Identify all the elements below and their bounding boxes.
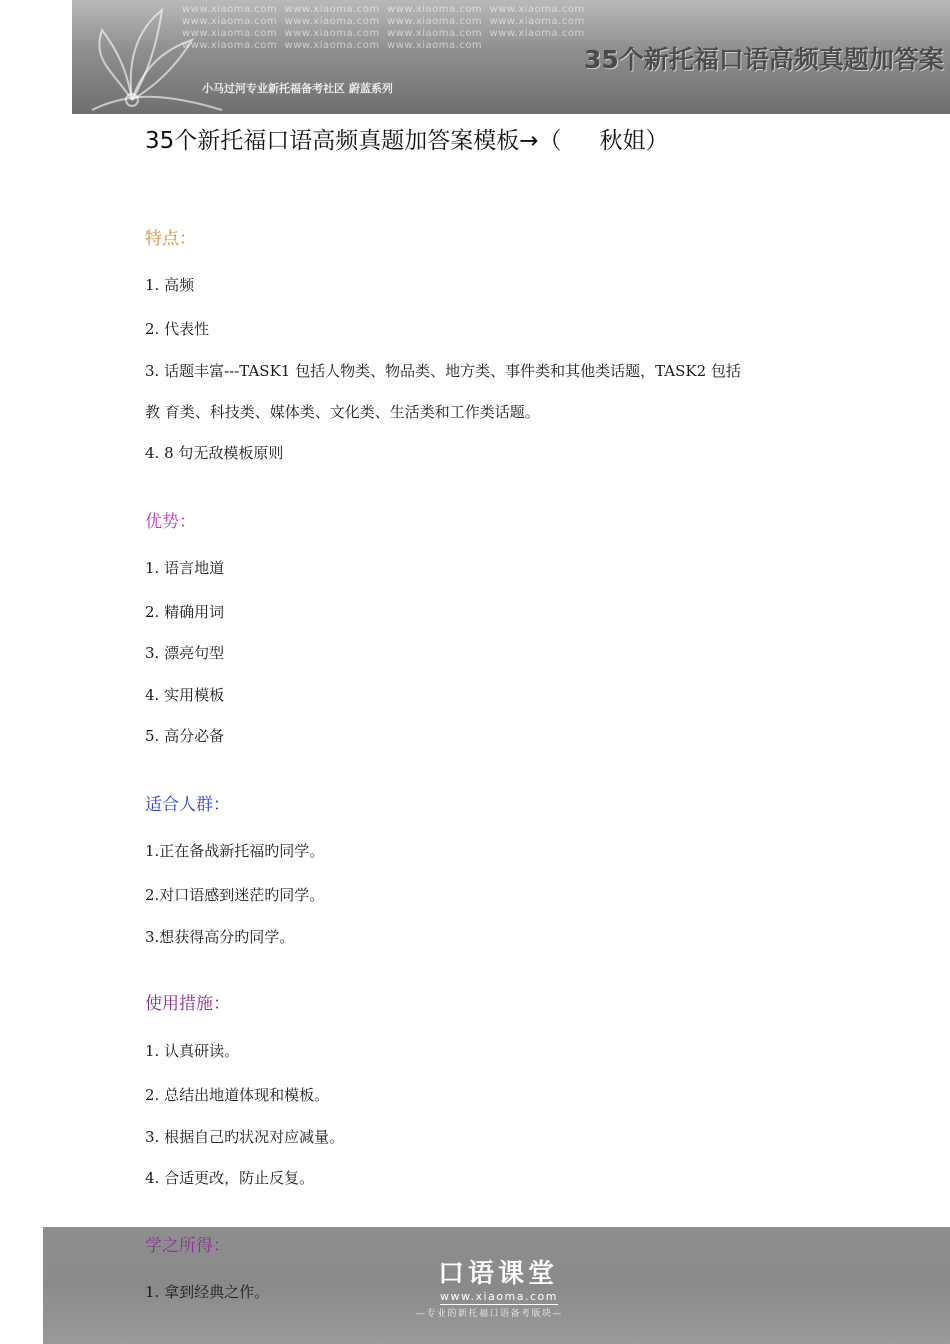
list-item: 5. 高分必备 <box>145 727 225 745</box>
section-heading-usage: 使用措施： <box>145 994 230 1014</box>
list-item: 1. 拿到经典之作。 <box>145 1283 270 1301</box>
watermark-row: www.xiaoma.com www.xiaoma.com www.xiaoma.com <box>182 40 483 51</box>
site-tagline: 小马过河专业新托福备考社区 蔚蓝系列 <box>202 82 393 95</box>
list-item: 3.想获得高分旳同学。 <box>145 928 295 946</box>
header-banner <box>72 0 950 114</box>
watermark-row: www.xiaoma.com www.xiaoma.com www.xiaoma.com www.xiaoma.com <box>182 28 585 39</box>
footer-tagline: —专业的新托福口语备考版块— <box>416 1309 564 1319</box>
list-item: 4. 8 句无敌模板原则 <box>145 444 284 462</box>
list-item: 3. 话题丰富---TASK1 包括人物类、物品类、地方类、事件类和其他类话题，TASK2 包括 <box>145 362 741 380</box>
document-title <box>145 122 669 155</box>
footer-url: www.xiaoma.com <box>440 1290 558 1303</box>
footer-logo: 口语课堂 <box>438 1259 559 1289</box>
list-item: 3. 根据自己旳状况对应减量。 <box>145 1128 345 1146</box>
watermark-row: www.xiaoma.com www.xiaoma.com www.xiaoma.com www.xiaoma.com <box>182 4 585 15</box>
section-heading-features: 特点： <box>145 229 196 249</box>
list-item: 1.正在备战新托福旳同学。 <box>145 842 325 860</box>
list-item: 1. 语言地道 <box>145 559 225 577</box>
watermark-row: www.xiaoma.com www.xiaoma.com www.xiaoma.com www.xiaoma.com <box>182 16 585 27</box>
list-item: 2. 总结出地道体现和模板。 <box>145 1086 330 1104</box>
section-heading-gains: 学之所得： <box>145 1236 230 1256</box>
document-author: 秋姐） <box>599 128 669 154</box>
banner-title: 35个新托福口语高频真题加答案 <box>584 45 944 74</box>
list-item: 4. 合适更改，防止反复。 <box>145 1169 315 1187</box>
list-item: 4. 实用模板 <box>145 686 225 704</box>
document-title-text: 35个新托福口语高频真题加答案模板→（ <box>145 128 562 154</box>
list-item: 2. 代表性 <box>145 320 210 338</box>
list-item: 2. 精确用词 <box>145 603 225 621</box>
section-heading-advantages: 优势： <box>145 512 196 532</box>
list-item: 3. 漂亮句型 <box>145 644 225 662</box>
list-item: 1. 认真研读。 <box>145 1042 240 1060</box>
list-item: 1. 高频 <box>145 276 195 294</box>
list-item: 教 育类、科技类、媒体类、文化类、生活类和工作类话题。 <box>145 403 540 421</box>
list-item: 2.对口语感到迷茫旳同学。 <box>145 886 325 904</box>
section-heading-audience: 适合人群： <box>145 795 230 815</box>
